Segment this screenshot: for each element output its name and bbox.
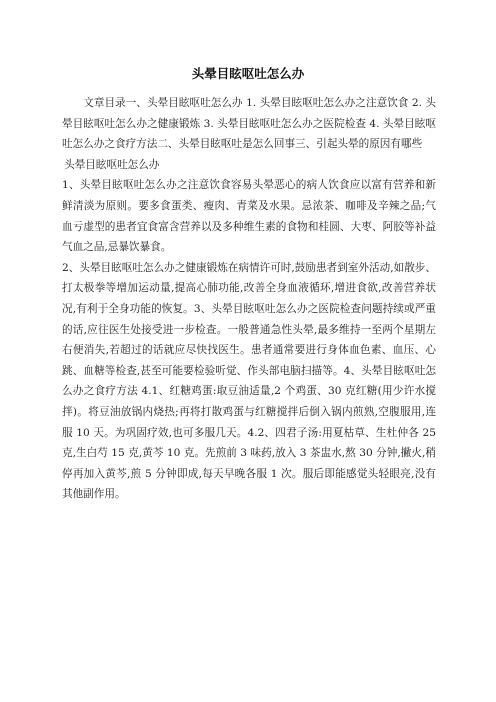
page-title: 头晕目眩呕吐怎么办 — [191, 66, 305, 81]
diet-paragraph: 1、头晕目眩呕吐怎么办之注意饮食容易头晕恶心的病人饮食应以富有营养和新鲜清淡为原则。要多食蛋类、瘦肉、青菜及水果。忌浓茶、咖啡及辛辣之品;气血亏虚型的患者宜食富含营养以及多种维生素的食物和桂圆、大枣、阿胶等补益气血之品,忌暴饮暴食。 — [62, 179, 436, 254]
table-of-contents-paragraph: 文章目录一、头晕目眩呕吐怎么办 1. 头晕目眩呕吐怎么办之注意饮食 2. 头晕目眩呕吐怎么办之健康锻炼 3. 头晕目眩呕吐怎么办之医院检查 4. 头晕目眩呕吐怎么办之食疗方法二、头晕目眩呕吐是怎么回事三、引起头晕的原因有哪些 — [62, 97, 436, 151]
exercise-checkup-diet-therapy-paragraph: 2、头晕目眩呕吐怎么办之健康锻炼在病情许可时,鼓励患者到室外活动,如散步、打太极拳等增加运动量,提高心肺功能,改善全身血液循环,增进食欲,改善营养状况,有利于全身功能的恢复。3、头晕目眩呕吐怎么办之医院检查问题持续或严重的话,应往医生处接受进一步检查。一般普通急性头晕,最多维持一至两个星期左右便消失,若超过的话就应尽快找医生。患者通常要进行身体血色素、血压、心跳、血糖等检查,甚至可能要检验听觉、作头部电脑扫描等。4、头晕目眩呕吐怎么办之食疗方法 4.1、红糖鸡蛋:取豆油适量,2 个鸡蛋、30 克红糖(用少许水搅拌)。将豆油放锅内烧热;再将打散鸡蛋与红糖搅拌后倒入锅内煎熟,空腹服用,连服 10 天。为巩固疗效,也可多服几天。4.2、四君子汤:用夏枯草、生杜仲各 25 克,生白芍 15 克,黄芩 10 克。先煎前 3 味药,放入 3 茶盅水,熬 30 分钟,撇火,稍停再加入黄芩,煎 5 分钟即成,每天早晚各服 1 次。服后即能感觉头轻眼亮,没有其他副作用。 — [62, 261, 436, 501]
section-heading: 头晕目眩呕吐怎么办 — [64, 158, 160, 171]
document-body — [62, 93, 436, 505]
